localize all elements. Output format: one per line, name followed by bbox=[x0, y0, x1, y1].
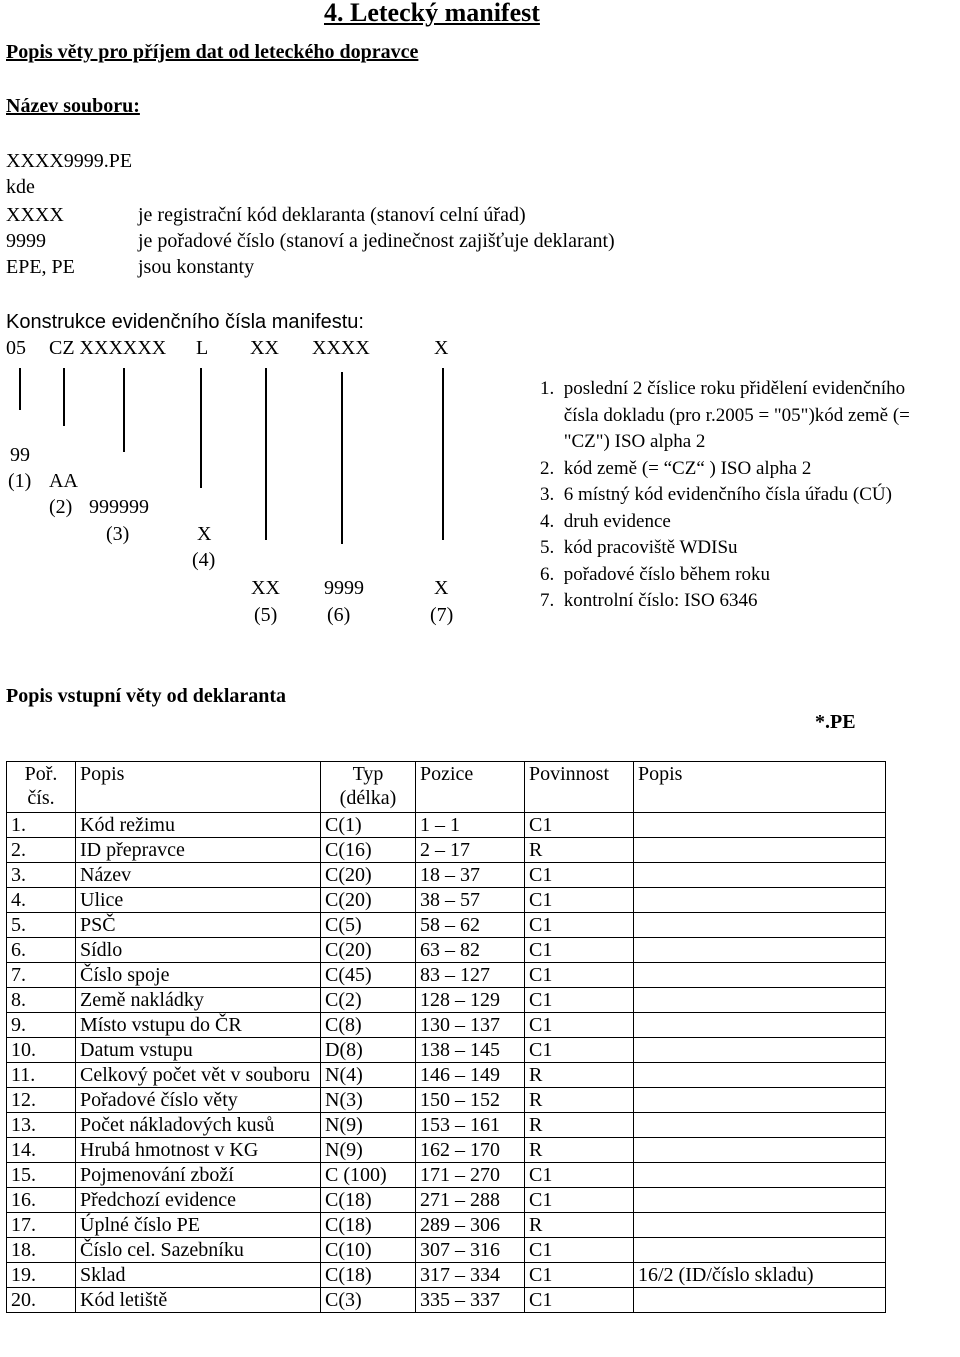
row-position: 307 – 316 bbox=[416, 1238, 525, 1263]
label-99: 99 bbox=[10, 444, 30, 466]
connector-line bbox=[19, 368, 21, 410]
table-row bbox=[7, 988, 886, 1013]
row-position: 289 – 306 bbox=[416, 1213, 525, 1238]
filename-kde: kde bbox=[6, 176, 35, 198]
row-mandatory: R bbox=[525, 1113, 634, 1138]
table-row bbox=[7, 963, 886, 988]
row-mandatory: C1 bbox=[525, 1238, 634, 1263]
row-note bbox=[634, 988, 886, 1013]
row-description: Celkový počet vět v souboru bbox=[76, 1063, 321, 1088]
table-row bbox=[7, 913, 886, 938]
row-mandatory: C1 bbox=[525, 888, 634, 913]
row-note bbox=[634, 1288, 886, 1313]
label-3: (3) bbox=[106, 523, 130, 545]
construction-heading: Konstrukce evidenčního čísla manifestu: bbox=[6, 311, 364, 333]
table-row bbox=[7, 1013, 886, 1038]
row-type: C(20) bbox=[321, 863, 416, 888]
pattern-05: 05 bbox=[6, 337, 26, 359]
row-note bbox=[634, 1038, 886, 1063]
legend-line: "CZ") ISO alpha 2 bbox=[540, 431, 706, 452]
connector-line bbox=[200, 368, 202, 488]
row-note bbox=[634, 1163, 886, 1188]
table-row bbox=[7, 1263, 886, 1288]
table-row bbox=[7, 1213, 886, 1238]
row-type: C(18) bbox=[321, 1263, 416, 1288]
label-x7: X bbox=[434, 577, 449, 599]
row-mandatory: C1 bbox=[525, 988, 634, 1013]
row-number: 14. bbox=[7, 1138, 76, 1163]
legend-line: 5. kód pracoviště WDISu bbox=[540, 537, 738, 558]
row-type: C(5) bbox=[321, 913, 416, 938]
row-description: PSČ bbox=[76, 913, 321, 938]
legend-line: čísla dokladu (pro r.2005 = "05")kód země (= bbox=[540, 404, 910, 426]
row-mandatory: C1 bbox=[525, 863, 634, 888]
table-row bbox=[7, 1113, 886, 1138]
row-description: Sklad bbox=[76, 1263, 321, 1288]
header-por: Poř. čís. bbox=[7, 762, 76, 813]
legend-line: 7. kontrolní číslo: ISO 6346 bbox=[540, 590, 758, 611]
row-description: Země nakládky bbox=[76, 988, 321, 1013]
row-description: Číslo cel. Sazebníku bbox=[76, 1238, 321, 1263]
row-type: C(10) bbox=[321, 1238, 416, 1263]
table-row bbox=[7, 1188, 886, 1213]
row-position: 128 – 129 bbox=[416, 988, 525, 1013]
row-number: 16. bbox=[7, 1188, 76, 1213]
label-5: (5) bbox=[254, 604, 278, 626]
header-typ: Typ (délka) bbox=[321, 762, 416, 813]
file-extension: *.PE bbox=[815, 711, 856, 733]
row-mandatory: R bbox=[525, 1063, 634, 1088]
row-mandatory: C1 bbox=[525, 1038, 634, 1063]
row-mandatory: C1 bbox=[525, 1013, 634, 1038]
table-row bbox=[7, 838, 886, 863]
row-number: 17. bbox=[7, 1213, 76, 1238]
row-type: C(3) bbox=[321, 1288, 416, 1313]
header-pozice: Pozice bbox=[416, 762, 525, 813]
row-type: N(3) bbox=[321, 1088, 416, 1113]
legend-line: 4. druh evidence bbox=[540, 510, 671, 532]
row-number: 5. bbox=[7, 913, 76, 938]
row-description: Pořadové číslo věty bbox=[76, 1088, 321, 1113]
row-number: 7. bbox=[7, 963, 76, 988]
row-number: 15. bbox=[7, 1163, 76, 1188]
row-position: 146 – 149 bbox=[416, 1063, 525, 1088]
pattern-x: X bbox=[434, 337, 449, 359]
row-number: 8. bbox=[7, 988, 76, 1013]
row-number: 18. bbox=[7, 1238, 76, 1263]
def-text: je pořadové číslo (stanoví a jedinečnost zajišťuje deklarant) bbox=[138, 230, 615, 252]
row-type: C(18) bbox=[321, 1188, 416, 1213]
row-number: 4. bbox=[7, 888, 76, 913]
row-note bbox=[634, 913, 886, 938]
row-description: Sídlo bbox=[76, 938, 321, 963]
row-note bbox=[634, 1213, 886, 1238]
row-mandatory: R bbox=[525, 1138, 634, 1163]
table-row bbox=[7, 1238, 886, 1263]
row-note: 16/2 (ID/číslo skladu) bbox=[634, 1263, 886, 1288]
row-type: C(45) bbox=[321, 963, 416, 988]
label-1: (1) bbox=[8, 470, 32, 492]
table-row bbox=[7, 1038, 886, 1063]
section-subtitle: Popis věty pro příjem dat od leteckého dopravce bbox=[6, 41, 419, 63]
row-mandatory: C1 bbox=[525, 1163, 634, 1188]
filename-heading: Název souboru: bbox=[6, 95, 140, 117]
table-header-row bbox=[7, 762, 886, 813]
label-7: (7) bbox=[430, 604, 454, 626]
row-mandatory: C1 bbox=[525, 913, 634, 938]
row-note bbox=[634, 938, 886, 963]
row-note bbox=[634, 863, 886, 888]
row-description: Počet nákladových kusů bbox=[76, 1113, 321, 1138]
table-row bbox=[7, 1063, 886, 1088]
row-note bbox=[634, 1188, 886, 1213]
row-number: 12. bbox=[7, 1088, 76, 1113]
row-note bbox=[634, 1138, 886, 1163]
row-position: 83 – 127 bbox=[416, 963, 525, 988]
row-description: Ulice bbox=[76, 888, 321, 913]
header-popis: Popis bbox=[76, 762, 321, 813]
row-description: Pojmenování zboží bbox=[76, 1163, 321, 1188]
label-4: (4) bbox=[192, 549, 216, 571]
connector-line bbox=[63, 368, 65, 426]
label-6: (6) bbox=[327, 604, 351, 626]
row-position: 271 – 288 bbox=[416, 1188, 525, 1213]
row-position: 38 – 57 bbox=[416, 888, 525, 913]
pattern-xxxx: XXXX bbox=[312, 337, 370, 359]
label-x4: X bbox=[197, 523, 212, 545]
row-position: 2 – 17 bbox=[416, 838, 525, 863]
row-mandatory: C1 bbox=[525, 938, 634, 963]
row-position: 162 – 170 bbox=[416, 1138, 525, 1163]
row-position: 171 – 270 bbox=[416, 1163, 525, 1188]
row-number: 9. bbox=[7, 1013, 76, 1038]
row-number: 6. bbox=[7, 938, 76, 963]
row-number: 3. bbox=[7, 863, 76, 888]
connector-line bbox=[123, 368, 125, 452]
row-type: C(20) bbox=[321, 888, 416, 913]
legend-line: 1. poslední 2 číslice roku přidělení evidenčního bbox=[540, 378, 906, 399]
row-type: C(20) bbox=[321, 938, 416, 963]
connector-line bbox=[442, 368, 444, 540]
row-type: N(4) bbox=[321, 1063, 416, 1088]
table-row bbox=[7, 1163, 886, 1188]
row-note bbox=[634, 1013, 886, 1038]
row-position: 18 – 37 bbox=[416, 863, 525, 888]
row-number: 11. bbox=[7, 1063, 76, 1088]
row-note bbox=[634, 838, 886, 863]
row-position: 153 – 161 bbox=[416, 1113, 525, 1138]
row-mandatory: C1 bbox=[525, 1288, 634, 1313]
input-heading: Popis vstupní věty od deklaranta bbox=[6, 685, 287, 707]
row-mandatory: R bbox=[525, 1213, 634, 1238]
row-type: C(2) bbox=[321, 988, 416, 1013]
row-position: 63 – 82 bbox=[416, 938, 525, 963]
def-key: EPE, PE bbox=[6, 256, 75, 278]
table-row bbox=[7, 813, 886, 838]
row-number: 10. bbox=[7, 1038, 76, 1063]
row-note bbox=[634, 1063, 886, 1088]
row-type: N(9) bbox=[321, 1138, 416, 1163]
row-note bbox=[634, 1088, 886, 1113]
pattern-xx: XX bbox=[250, 337, 279, 359]
legend-line: 2. kód země (= “CZ“ ) ISO alpha 2 bbox=[540, 457, 812, 479]
row-position: 317 – 334 bbox=[416, 1263, 525, 1288]
row-position: 1 – 1 bbox=[416, 813, 525, 838]
row-note bbox=[634, 1238, 886, 1263]
record-table bbox=[6, 761, 886, 1313]
connector-line bbox=[341, 372, 343, 544]
row-type: C(18) bbox=[321, 1213, 416, 1238]
def-text: jsou konstanty bbox=[138, 256, 255, 278]
legend-line: 6. pořadové číslo během roku bbox=[540, 563, 771, 585]
pattern-cz: CZ XXXXXX bbox=[49, 337, 167, 359]
label-999999: 999999 bbox=[89, 496, 149, 518]
table-row bbox=[7, 1138, 886, 1163]
row-mandatory: C1 bbox=[525, 963, 634, 988]
row-number: 1. bbox=[7, 813, 76, 838]
row-description: Úplné číslo PE bbox=[76, 1213, 321, 1238]
connector-line bbox=[265, 368, 267, 540]
row-position: 58 – 62 bbox=[416, 913, 525, 938]
row-position: 150 – 152 bbox=[416, 1088, 525, 1113]
page-title: 4. Letecký manifest bbox=[324, 0, 540, 27]
def-key: 9999 bbox=[6, 230, 46, 252]
row-description: ID přepravce bbox=[76, 838, 321, 863]
row-type: C (100) bbox=[321, 1163, 416, 1188]
row-number: 20. bbox=[7, 1288, 76, 1313]
row-mandatory: R bbox=[525, 838, 634, 863]
def-key: XXXX bbox=[6, 204, 64, 226]
row-description: Hrubá hmotnost v KG bbox=[76, 1138, 321, 1163]
pattern-l: L bbox=[196, 337, 209, 359]
row-type: C(1) bbox=[321, 813, 416, 838]
row-mandatory: C1 bbox=[525, 1263, 634, 1288]
row-description: Předchozí evidence bbox=[76, 1188, 321, 1213]
filename-pattern: XXXX9999.PE bbox=[6, 150, 133, 172]
table-row bbox=[7, 938, 886, 963]
row-mandatory: R bbox=[525, 1088, 634, 1113]
label-2: (2) bbox=[49, 496, 73, 518]
row-description: Číslo spoje bbox=[76, 963, 321, 988]
row-description: Datum vstupu bbox=[76, 1038, 321, 1063]
row-type: C(16) bbox=[321, 838, 416, 863]
row-note bbox=[634, 963, 886, 988]
header-povinnost: Povinnost bbox=[525, 762, 634, 813]
table-row bbox=[7, 1288, 886, 1313]
row-type: C(8) bbox=[321, 1013, 416, 1038]
row-mandatory: C1 bbox=[525, 1188, 634, 1213]
construction-legend bbox=[540, 376, 910, 615]
label-9999: 9999 bbox=[324, 577, 364, 599]
table-row bbox=[7, 1088, 886, 1113]
row-note bbox=[634, 888, 886, 913]
row-description: Kód režimu bbox=[76, 813, 321, 838]
row-note bbox=[634, 1113, 886, 1138]
row-number: 2. bbox=[7, 838, 76, 863]
legend-line: 3. 6 místný kód evidenčního čísla úřadu (CÚ) bbox=[540, 484, 892, 505]
row-position: 335 – 337 bbox=[416, 1288, 525, 1313]
row-number: 13. bbox=[7, 1113, 76, 1138]
row-description: Název bbox=[76, 863, 321, 888]
row-type: N(9) bbox=[321, 1113, 416, 1138]
header-popis2: Popis bbox=[634, 762, 886, 813]
label-xx5: XX bbox=[251, 577, 280, 599]
label-aa: AA bbox=[49, 470, 78, 492]
row-position: 138 – 145 bbox=[416, 1038, 525, 1063]
row-note bbox=[634, 813, 886, 838]
row-description: Místo vstupu do ČR bbox=[76, 1013, 321, 1038]
row-number: 19. bbox=[7, 1263, 76, 1288]
row-description: Kód letiště bbox=[76, 1288, 321, 1313]
row-position: 130 – 137 bbox=[416, 1013, 525, 1038]
row-mandatory: C1 bbox=[525, 813, 634, 838]
def-text: je registrační kód deklaranta (stanoví celní úřad) bbox=[138, 204, 526, 226]
table-row bbox=[7, 888, 886, 913]
table-row bbox=[7, 863, 886, 888]
row-type: D(8) bbox=[321, 1038, 416, 1063]
